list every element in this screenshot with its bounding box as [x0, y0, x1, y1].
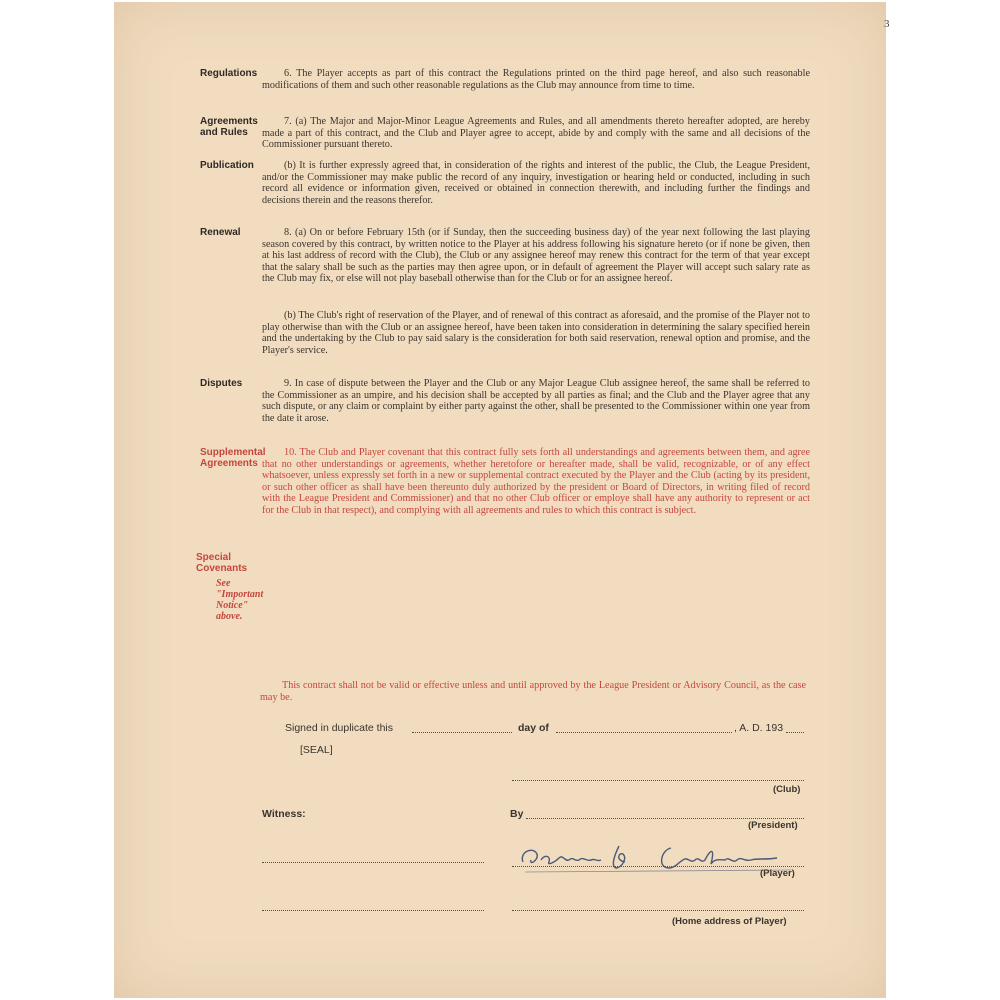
- clause-supplemental-agreements: [200, 447, 810, 517]
- ad-label: , A. D. 193: [734, 722, 784, 734]
- clause-text: 10. The Club and Player covenant that this contract fully sets forth all understandings and agreements between them, and agree that no other understandings or agreements, whether heretofore or hereafter made, shall be valid, recognizable, or of any effect whatsoever, unless expressly set forth in a new or supplemental contract executed by the Player and the Club (acting by its president, or such other officer as shall have been thereunto duly authorized by the president or Board of Directors, in writing filed of record with the League President and Commissioner) and that no other Club officer or employe shall have any authority to represent or act for the Club in that respect), and complying with all agreements and rules to which this contract is subject.: [262, 447, 810, 516]
- clause-side-label: Supplemental Agreements: [200, 447, 266, 469]
- by-label: By: [510, 808, 524, 820]
- year-blank[interactable]: [786, 732, 804, 733]
- clause-text: 9. In case of dispute between the Player and the Club or any Major League Club assignee hereof, the same shall be referred to the Commissioner as an umpire, and his decision shall be accepted by all parties as final; and the Club and the Player agree that any such dispute, or any claim or complaint by either party against the other, shall be presented to the Commissioner within one year from the date it arose.: [262, 378, 810, 424]
- special-covenants-note: See "Important Notice" above.: [216, 578, 264, 622]
- page-number: 3: [884, 18, 890, 30]
- president-signature-line[interactable]: [526, 818, 804, 819]
- special-covenants-heading: Special Covenants: [196, 552, 248, 574]
- player-signature-line[interactable]: [512, 866, 804, 867]
- club-signature-line[interactable]: [512, 780, 804, 781]
- clause-text: 7. (a) The Major and Major-Minor League Agreements and Rules, and all amendments thereto hereafter adopted, are hereby made a part of this contract, and the Club and Player agree to accept, abide by and comply with the same and all decisions of the Commissioner pursuant thereto.: [262, 116, 810, 151]
- day-of-label: day of: [518, 722, 549, 734]
- day-blank[interactable]: [412, 732, 512, 733]
- clause-disputes: [200, 378, 810, 424]
- clause-regulations: [200, 68, 810, 91]
- clause-side-label: Disputes: [200, 378, 243, 389]
- club-label: (Club): [773, 784, 801, 795]
- witness-signature-line-2[interactable]: [262, 910, 484, 911]
- clause-side-label: Renewal: [200, 227, 241, 238]
- president-label: (President): [748, 820, 798, 831]
- clause-reservation: [200, 310, 810, 356]
- signed-in-duplicate-label: Signed in duplicate this: [285, 722, 393, 734]
- month-blank[interactable]: [556, 732, 732, 733]
- seal-label: [SEAL]: [300, 744, 333, 756]
- clause-text: 6. The Player accepts as part of this contract the Regulations printed on the third page hereof, and also such reasonable modifications of them and such other reasonable regulations as the Club may announce from time to time.: [262, 68, 810, 91]
- clause-text: 8. (a) On or before February 15th (or if Sunday, then the succeeding business day) of the year next following the last playing season covered by this contract, by written notice to the Player at his address following his signature hereto (or if none be given, then at his last address of record with the Club), the Club or any assignee hereof may renew this contract for the term of that year except that the salary shall be such as the parties may then agree upon, or in default of agreement the Player will accept such salary rate as the Club may fix, or else will not play baseball otherwise than for the Club or for an assignee hereof.: [262, 227, 810, 285]
- player-label: (Player): [760, 868, 795, 879]
- clause-agreements-rules: [200, 116, 810, 151]
- clause-publication: [200, 160, 810, 206]
- special-covenants: [196, 552, 266, 622]
- home-address-line[interactable]: [512, 910, 804, 911]
- clause-text: (b) It is further expressly agreed that, in consideration of the rights and interest of the public, the Club, the League President, and/or the Commissioner may make public the record of any inquiry, investigation or hearing held or conducted, including in such record all evidence or information given, received or obtained in connection therewith, and including further the findings and decisions therein and the reasons therefor.: [262, 160, 810, 206]
- witness-signature-line[interactable]: [262, 862, 484, 863]
- clause-renewal: [200, 227, 810, 285]
- witness-label: Witness:: [262, 808, 306, 820]
- clause-side-label: Regulations: [200, 68, 258, 79]
- validity-notice: This contract shall not be valid or effective unless and until approved by the League President or Advisory Council, as the case may be.: [260, 680, 806, 703]
- clause-text: (b) The Club's right of reservation of the Player, and of renewal of this contract as aforesaid, and the promise of the Player not to play otherwise than with the Club or an assignee hereof, have been taken into consideration in determining the salary specified herein and the undertaking by the Club to pay said salary is the consideration for both said reservation, renewal option and promise, and the Player's service.: [262, 310, 810, 356]
- home-address-label: (Home address of Player): [672, 916, 787, 927]
- clause-side-label: Agreements and Rules: [200, 116, 258, 138]
- clause-side-label: Publication: [200, 160, 254, 171]
